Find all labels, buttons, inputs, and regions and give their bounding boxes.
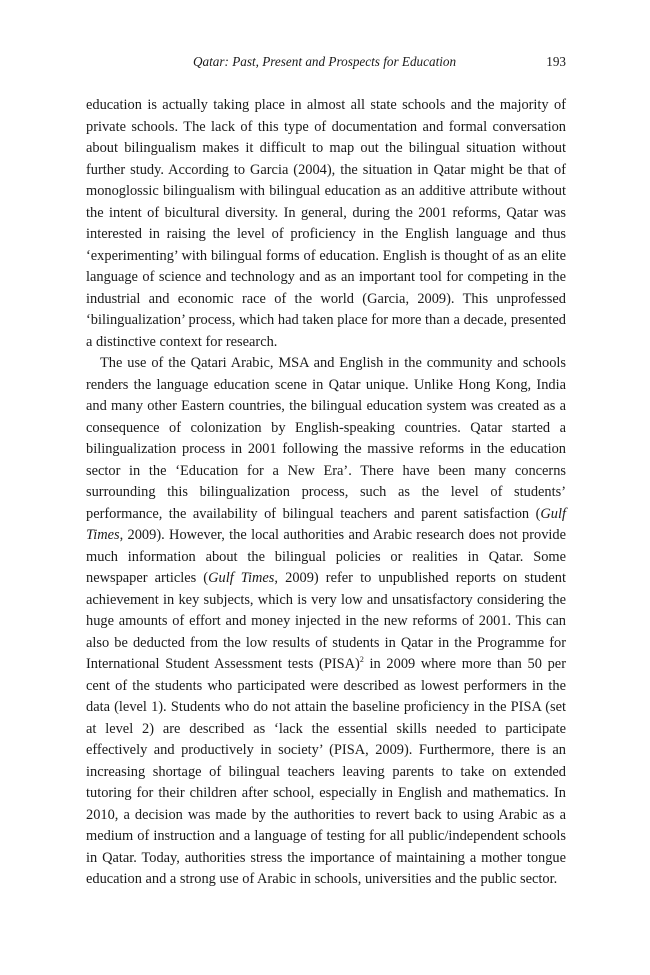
running-title: Qatar: Past, Present and Prospects for Education (193, 54, 457, 69)
text-run: , 2009). However, the local authorities and Arabic research does not provide much information about the bilingual policies or realities in Qatar. Some newspaper articles ( (86, 527, 566, 586)
paragraph-text: education is actually taking place in almost all state schools and the majority of private schools. The lack of this type of documentation and formal conversation about bilingualism makes it difficult to map out the bilingual situation without further study. According to Garcia (2004), the situation in Qatar might be that of monoglossic bilingualism with bilingual education as an additive attribute without the intent of bicultural diversity. In general, during the 2001 reforms, Qatar was interested in raising the level of proficiency in the English language and thus ‘experimenting’ with bilingual forms of education. English is thought of as an elite language of science and technology and as an important tool for competing in the industrial and economic race of the world (Garcia, 2009). This unprofessed ‘bilingualization’ process, which had taken place for more than a decade, presented a distinctive context for research. (86, 97, 566, 350)
text-run: , 2009) refer to unpublished reports on student achievement in key subjects, which is very low and unsatisfactory considering the huge amounts of effort and money injected in the new reforms of 2001. This can also be deducted from the low results of students in Qatar in the Programme for International Student Assessment tests (PISA) (86, 570, 566, 672)
publication-title: Gulf Times (86, 505, 566, 543)
running-header (86, 52, 566, 72)
text-run: The use of the Qatari Arabic, MSA and English in the community and schools renders the language education scene in Qatar unique. Unlike Hong Kong, India and many other Eastern countries, the bilingual education system was created as a consequence of colonization by English-speaking countries. Qatar started a bilingualization process in 2001 following the massive reforms in the education sector in the ‘Education for a New Era’. There have been many concerns surrounding this bilingualization process, such as the level of students’ performance, the availability of bilingual teachers and parent satisfaction ( (86, 355, 566, 522)
text-run: in 2009 where more than 50 per cent of the students who participated were described as lowest performers in the data (level 1). Students who do not attain the baseline proficiency in the PISA (set at level 2) are described as ‘lack the essential skills needed to participate effectively and productively in society’ (PISA, 2009). Furthermore, there is an increasing shortage of bilingual teachers leaving parents to take on extended tutoring for their children after school, especially in English and mathematics. In 2010, a decision was made by the authorities to revert back to using Arabic as a medium of instruction and a language of testing for all public/independent schools in Qatar. Today, authorities stress the importance of maintaining a mother tongue education and a strong use of Arabic in schools, universities and the public sector. (86, 656, 566, 887)
paragraph (86, 353, 566, 891)
body-text (86, 95, 566, 891)
publication-title: Gulf Times (208, 570, 275, 586)
footnote-marker[interactable]: 2 (359, 655, 364, 665)
page-number: 193 (546, 54, 566, 69)
paragraph-continued (86, 95, 566, 353)
